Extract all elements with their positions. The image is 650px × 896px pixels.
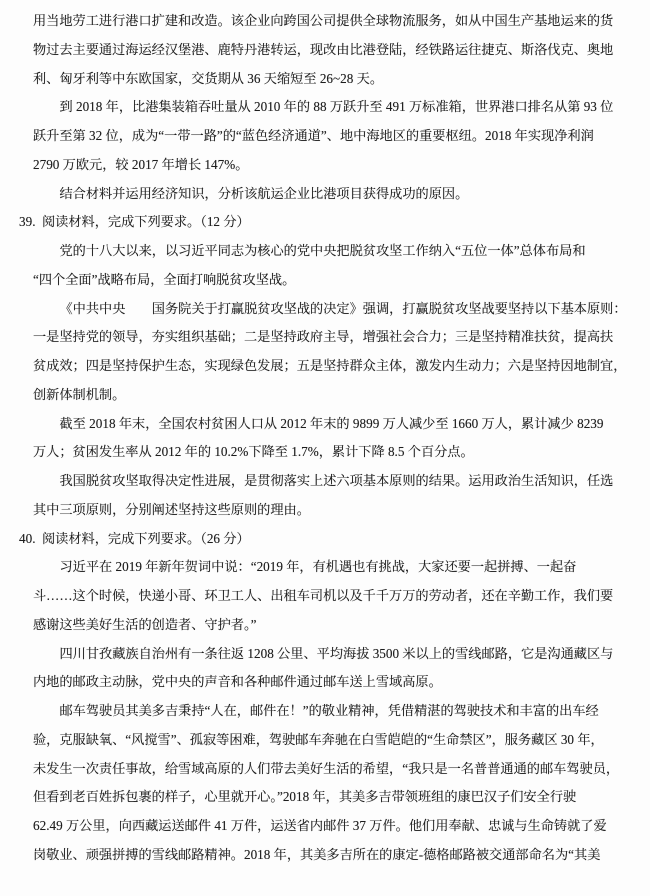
document-text-line [0, 668, 650, 697]
line-text: 我国脱贫攻坚取得决定性进展，是贯彻落实上述六项基本原则的结果。运用政治生活知识，任选 [59, 473, 614, 488]
line-text: 但看到老百姓拆包裹的样子，心里就开心。”2018 年，其美多吉带领班组的康巴汉子们安全行驶 [33, 789, 577, 805]
document-text-line [0, 582, 650, 611]
document-text-line [0, 467, 650, 496]
document-text-line [0, 237, 650, 266]
document-text-line [0, 180, 650, 209]
document-text-line [0, 410, 650, 439]
document-text-line [0, 783, 650, 812]
line-text: 验，克服缺氧、“风搅雪”、孤寂等困难，驾驶邮车奔驰在白雪皑皑的“生命禁区”，服务藏区 30 年， [33, 731, 604, 747]
question-number: 40. [19, 530, 36, 546]
line-text: 斗……这个时候，快递小哥、环卫工人、出租车司机以及千千万万的劳动者，还在辛勤工作，我们要 [33, 588, 614, 603]
document-text-line [0, 352, 650, 381]
line-text: 内地的邮政主动脉，党中央的声音和各种邮件通过邮车送上雪域高原。 [33, 674, 442, 690]
document-text-line [0, 7, 650, 36]
document-text-line [0, 812, 650, 841]
line-text: 四川甘孜藏族自治州有一条往返 1208 公里、平均海拔 3500 米以上的雪线邮路，它是沟通藏区与 [59, 645, 614, 661]
question-header-line [0, 208, 650, 237]
line-text: 党的十八大以来，以习近平同志为核心的党中央把脱贫攻坚工作纳入“五位一体”总体布局和 [59, 243, 586, 258]
document-text-line [0, 841, 650, 870]
document-text-line [0, 122, 650, 151]
document-text-line [0, 93, 650, 122]
line-text: 邮车驾驶员其美多吉秉持“人在，邮件在！”的敬业精神，凭借精湛的驾驶技术和丰富的出车经 [59, 703, 599, 718]
line-text: 一是坚持党的领导，夯实组织基础；二是坚持政府主导，增强社会合力；三是坚持精准扶贫，提高扶 [33, 329, 614, 345]
line-text: 截至 2018 年末，全国农村贫困人口从 2012 年末的 9899 万人减少至 1660 万人，累计减少 8239 [59, 415, 604, 431]
document-text-line [0, 755, 650, 784]
line-text: 结合材料并运用经济知识，分析该航运企业比港项目获得成功的原因。 [59, 185, 469, 201]
document-text-line [0, 640, 650, 669]
line-text: 物过去主要通过海运经汉堡港、鹿特丹港转运，现改由比港登陆，经铁路运往捷克、斯洛伐克、奥地 [33, 41, 614, 57]
line-text: 习近平在 2019 年新年贺词中说：“2019 年，有机遇也有挑战，大家还要一起拼搏、一起奋 [59, 559, 577, 575]
document-text-line [0, 266, 650, 295]
line-text: 岗敬业、顽强拼搏的雪线邮路精神。2018 年，其美多吉所在的康定-德格邮路被交通部命名为“其美 [33, 846, 601, 862]
line-text: 用当地劳工进行港口扩建和改造。该企业向跨国公司提供全球物流服务，如从中国生产基地运来的货 [33, 13, 614, 28]
line-text: 2790 万欧元，较 2017 年增长 147%。 [33, 156, 249, 172]
document-text-line [0, 381, 650, 410]
document-text [0, 7, 650, 870]
line-text: 利、匈牙利等中东欧国家，交货期从 36 天缩短至 26~28 天。 [33, 70, 384, 86]
document-text-line [0, 697, 650, 726]
question-header-line [0, 525, 650, 554]
question-number: 39. [19, 214, 36, 230]
line-text: 跃升至第 32 位，成为“一带一路”的“蓝色经济通道”、地中海地区的重要枢纽。2018 年实现净利润 [33, 128, 594, 143]
line-text: 《中共中央 国务院关于打赢脱贫攻坚战的决定》强调，打赢脱贫攻坚战要坚持以下基本原则： [59, 300, 627, 316]
document-text-line [0, 496, 650, 525]
line-text: 62.49 万公里，向西藏运送邮件 41 万件，运送省内邮件 37 万件。他们用奉献、忠诚与生命铸就了爱 [33, 818, 607, 833]
document-text-line [0, 323, 650, 352]
document-text-line [0, 611, 650, 640]
line-text: 阅读材料，完成下列要求。（12 分） [42, 214, 250, 230]
line-text: 其中三项原则，分别阐述坚持这些原则的理由。 [33, 501, 310, 517]
line-text: 到 2018 年，比港集装箱吞吐量从 2010 年的 88 万跃升至 491 万标准箱，世界港口排名从第 93 位 [59, 99, 614, 115]
document-text-line [0, 295, 650, 324]
line-text: 阅读材料，完成下列要求。（26 分） [42, 530, 250, 546]
line-text: 感谢这些美好生活的创造者、守护者。” [33, 616, 257, 632]
document-text-line [0, 553, 650, 582]
line-text: 未发生一次责任事故，给雪域高原的人们带去美好生活的希望，“我只是一名普普通通的邮车驾驶员， [33, 760, 620, 776]
line-text: “四个全面”战略布局，全面打响脱贫攻坚战。 [33, 271, 296, 287]
line-text: 万人；贫困发生率从 2012 年的 10.2%下降至 1.7%，累计下降 8.5 个百分点。 [33, 444, 474, 460]
line-text: 贫成效；四是坚持保护生态，实现绿色发展；五是坚持群众主体，激发内生动力；六是坚持因地制宜， [33, 358, 627, 373]
document-text-line [0, 726, 650, 755]
document-text-line [0, 65, 650, 94]
document-text-line [0, 438, 650, 467]
document-text-line [0, 36, 650, 65]
document-text-line [0, 151, 650, 180]
line-text: 创新体制机制。 [33, 386, 126, 402]
